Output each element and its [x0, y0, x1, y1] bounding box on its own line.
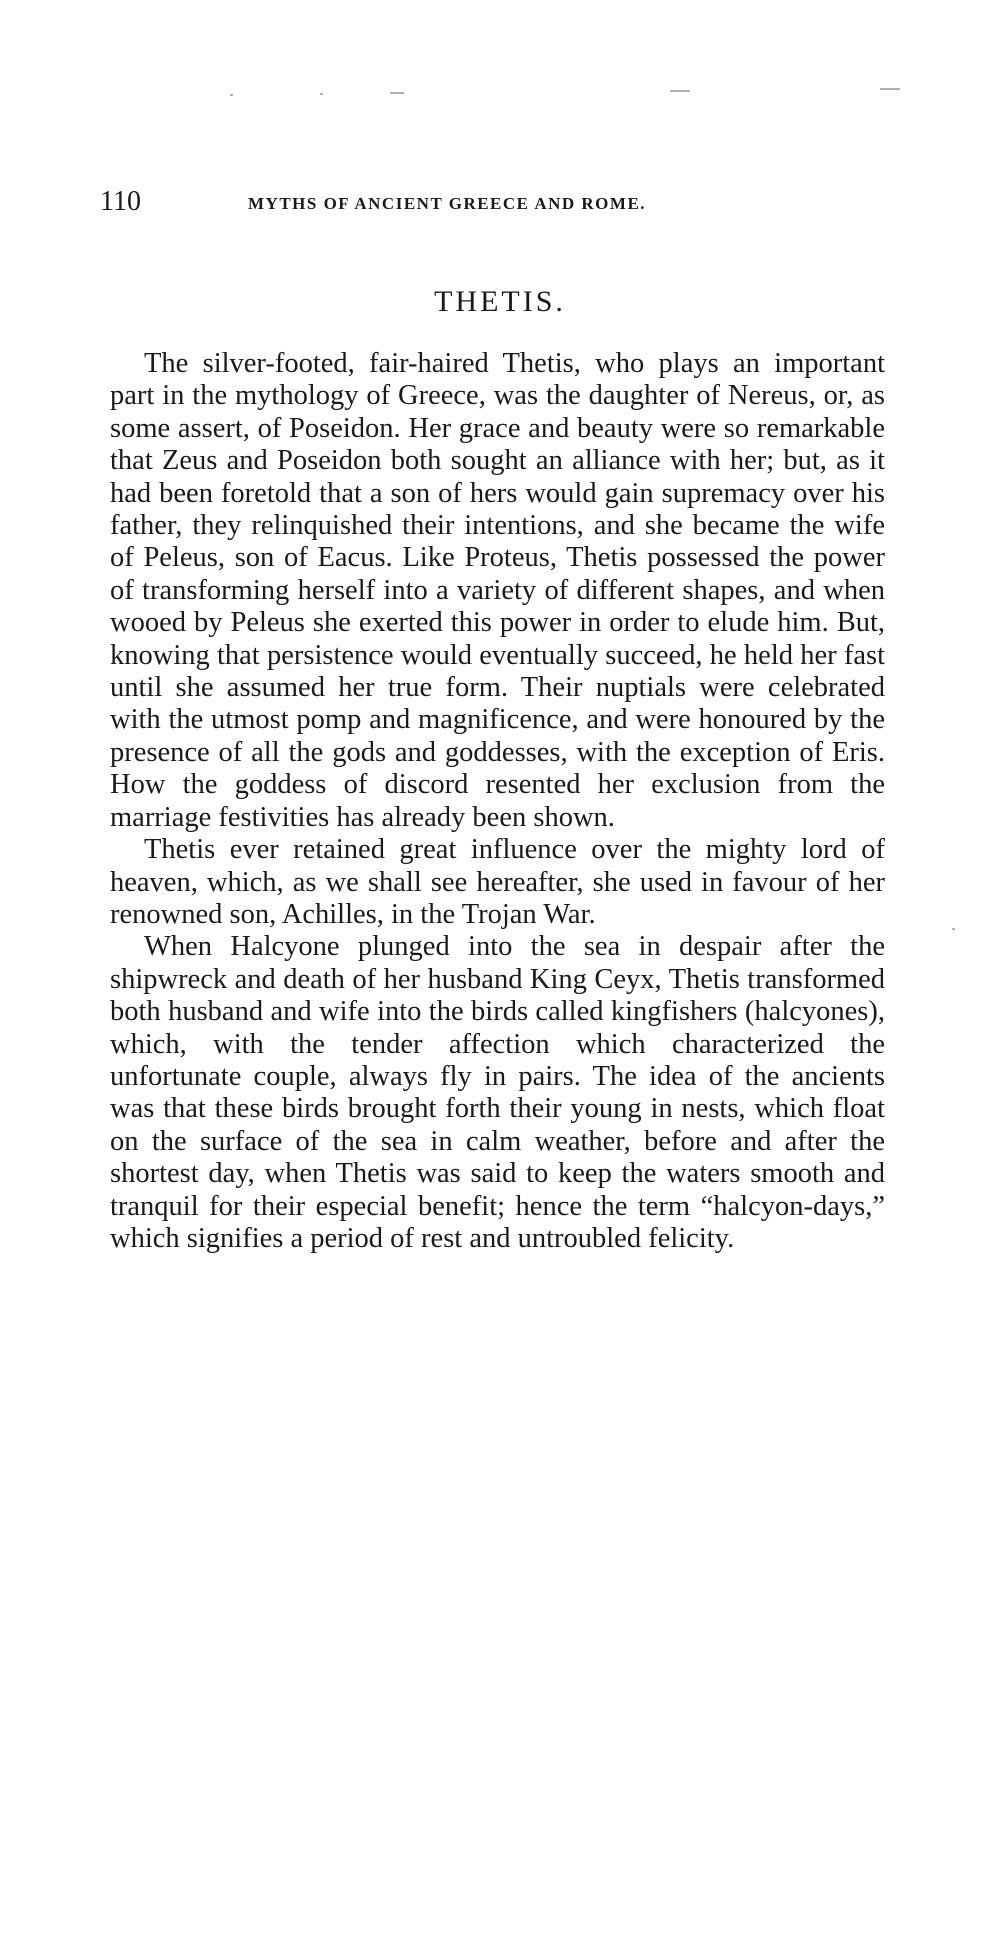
paragraph: Thetis ever retained great influence over the mighty lord of heaven, which, as we shall see hereafter, she used in favour of her renowned son, Achilles, in the Trojan War.: [110, 834, 885, 930]
scan-speck: [670, 90, 690, 92]
scan-speck: [952, 928, 955, 930]
running-title: MYTHS OF ANCIENT GREECE AND ROME.: [248, 194, 647, 213]
paragraph: When Halcyone plunged into the sea in despair after the shipwreck and death of her husband King Ceyx, Thetis transformed both husband and wife into the birds called kingfishers (halcyones), which, with the tender affection which characterized the unfortunate couple, always fly in pairs. The idea of the ancients was that these birds brought forth their young in nests, which float on the surface of the sea in calm weather, before and after the shortest day, when Thetis was said to keep the waters smooth and tranquil for their especial benefit; hence the term “halcyon-days,” which signifies a period of rest and untroubled felicity.: [110, 931, 885, 1254]
scan-speck: [230, 94, 233, 96]
scan-speck: [320, 93, 323, 95]
paragraph: The silver-footed, fair-haired Thetis, who plays an important part in the mythology of Greece, was the daughter of Nereus, or, as some assert, of Poseidon. Her grace and beauty were so remarkable that Zeus and Poseidon both sought an alliance with her; but, as it had been foretold that a son of hers would gain supremacy over his father, they relinquished their intentions, and she became the wife of Peleus, son of Eacus. Like Proteus, Thetis possessed the power of transforming herself into a variety of different shapes, and when wooed by Peleus she exerted this power in order to elude him. But, knowing that persistence would eventually succeed, he held her fast until she assumed her true form. Their nuptials were celebrated with the utmost pomp and magnificence, and were honoured by the presence of all the gods and goddesses, with the exception of Eris. How the goddess of discord resented her exclusion from the marriage festivities has already been shown.: [110, 348, 885, 833]
chapter-title: THETIS.: [434, 285, 566, 318]
scan-speck: [390, 92, 404, 94]
running-head: [100, 182, 840, 222]
body-text: [110, 348, 885, 1255]
scan-speck: [880, 88, 900, 90]
page-number: 110: [100, 186, 141, 217]
